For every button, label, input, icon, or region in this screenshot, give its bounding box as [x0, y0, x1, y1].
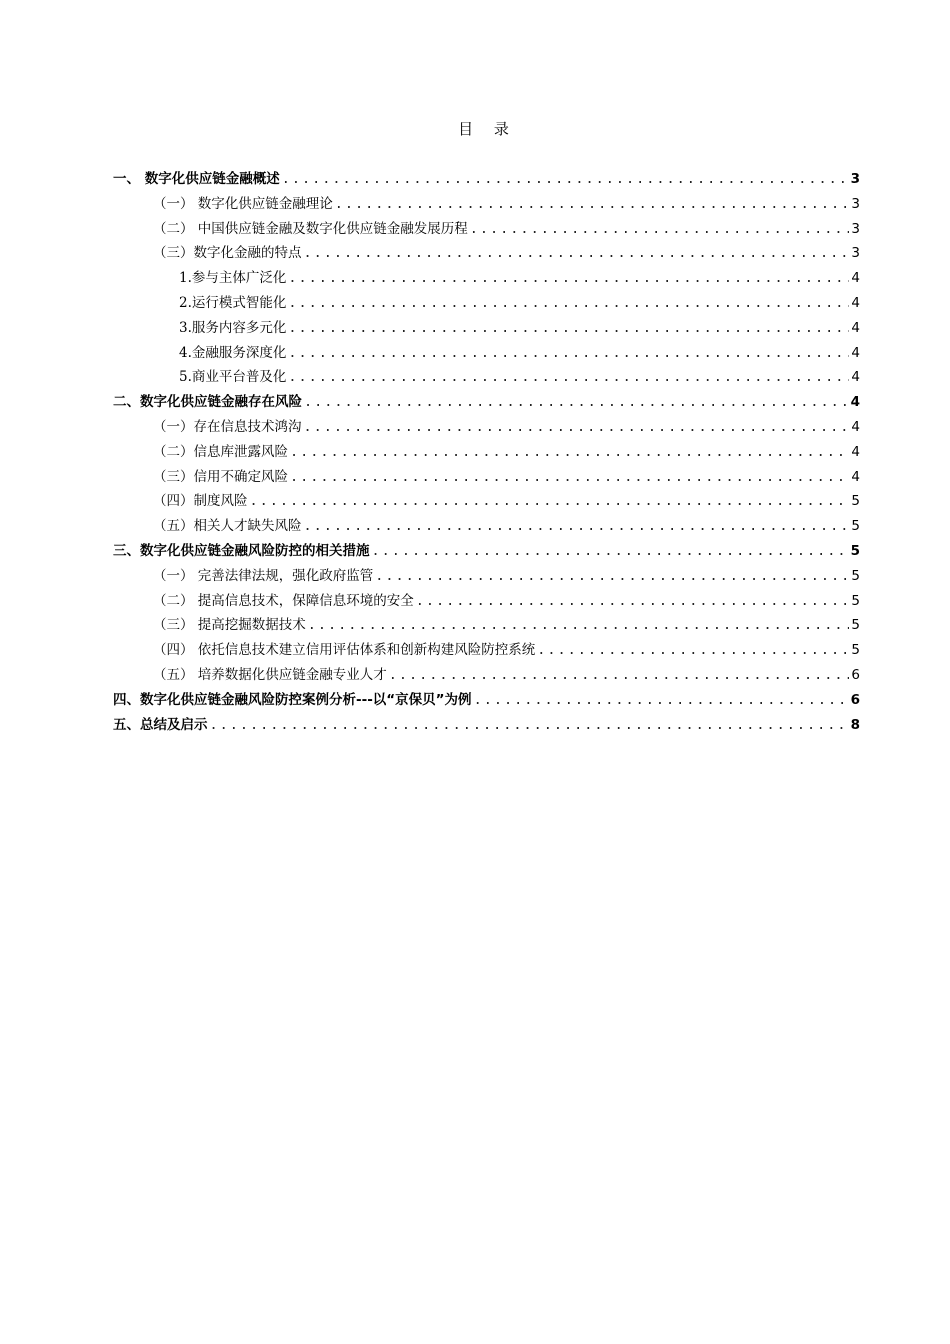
toc-entry-page-number: 3 [850, 171, 860, 187]
toc-leader-dots [372, 539, 849, 564]
toc-entry-label: （二）信息库泄露风险 [153, 443, 288, 460]
toc-leader-dots [250, 489, 850, 514]
toc-entry[interactable] [113, 514, 860, 539]
toc-entry-label: 三、数字化供应链金融风险防控的相关措施 [113, 542, 370, 559]
toc-entry[interactable] [113, 589, 860, 614]
toc-entry-page-number: 4 [851, 270, 860, 287]
toc-entry-label: （三）数字化金融的特点 [153, 245, 302, 262]
toc-entry-label: 4.金融服务深度化 [179, 344, 287, 361]
toc-entry-page-number: 3 [851, 245, 860, 262]
toc-entry[interactable] [113, 465, 860, 490]
toc-entry-page-number: 5 [851, 493, 860, 510]
toc-entry-label: 5.商业平台普及化 [179, 369, 287, 386]
toc-entry-page-number: 4 [851, 468, 860, 485]
toc-leader-dots [288, 266, 849, 291]
toc-entry[interactable] [113, 217, 860, 242]
toc-entry-label: 1.参与主体广泛化 [179, 270, 287, 287]
toc-leader-dots [304, 390, 849, 415]
toc-leader-dots [308, 613, 850, 638]
toc-entry[interactable] [113, 266, 860, 291]
toc-leader-dots [335, 192, 850, 217]
toc-leader-dots [210, 713, 849, 738]
toc-entry-label: （一） 数字化供应链金融理论 [153, 195, 333, 212]
toc-entry[interactable] [113, 192, 860, 217]
toc-entry-page-number: 5 [851, 592, 860, 609]
toc-leader-dots [375, 564, 849, 589]
toc-entry-page-number: 3 [851, 195, 860, 212]
toc-entry-label: 五、总结及启示 [113, 716, 208, 733]
toc-entry[interactable] [113, 489, 860, 514]
toc-leader-dots [288, 316, 849, 341]
toc-entry-page-number: 5 [851, 518, 860, 535]
toc-leader-dots [416, 589, 850, 614]
toc-entry[interactable] [113, 713, 860, 738]
toc-entry-page-number: 4 [850, 394, 860, 411]
toc-entry-page-number: 4 [851, 418, 860, 435]
toc-entry-page-number: 5 [851, 642, 860, 659]
toc-leader-dots [389, 663, 850, 688]
toc-entry[interactable] [113, 440, 860, 465]
toc-entry[interactable] [113, 613, 860, 638]
toc-entry-label: （一） 完善法律法规，强化政府监管 [153, 567, 374, 584]
toc-leader-dots [537, 638, 849, 663]
toc-leader-dots [304, 415, 850, 440]
toc-leader-dots [288, 365, 849, 390]
toc-entry[interactable] [113, 663, 860, 688]
toc-leader-dots [288, 341, 849, 366]
toc-entry-page-number: 3 [851, 220, 860, 237]
toc-leader-dots [290, 440, 849, 465]
toc-leader-dots [470, 217, 850, 242]
toc-entry-page-number: 4 [851, 344, 860, 361]
toc-leader-dots [290, 465, 849, 490]
toc-entry-page-number: 5 [850, 542, 860, 559]
toc-entry-page-number: 6 [851, 666, 860, 683]
toc-entry-page-number: 6 [850, 691, 860, 708]
toc-entry[interactable] [113, 167, 860, 192]
toc-entry-label: 一、 数字化供应链金融概述 [113, 171, 280, 187]
toc-entry-label: 3.服务内容多元化 [179, 319, 287, 336]
toc-entry-page-number: 4 [851, 443, 860, 460]
toc-leader-dots [282, 167, 849, 192]
toc-entry[interactable] [113, 316, 860, 341]
toc-entry-page-number: 4 [851, 369, 860, 386]
toc-entry[interactable] [113, 688, 860, 713]
toc-entry-label: 四、数字化供应链金融风险防控案例分析---以“京保贝”为例 [113, 691, 472, 708]
toc-entry-label: （五）相关人才缺失风险 [153, 518, 302, 535]
toc-entry-page-number: 8 [850, 716, 860, 733]
toc-leader-dots [304, 514, 850, 539]
toc-entry-label: （五） 培养数据化供应链金融专业人才 [153, 666, 387, 683]
toc-entry-label: （一）存在信息技术鸿沟 [153, 418, 302, 435]
toc-entry-label: 二、数字化供应链金融存在风险 [113, 394, 302, 411]
toc-entry-label: （三）信用不确定风险 [153, 468, 288, 485]
toc-leader-dots [474, 688, 849, 713]
toc-entry[interactable] [113, 291, 860, 316]
toc-entry-page-number: 4 [851, 319, 860, 336]
page-title: 目 录 [458, 120, 517, 138]
toc-entry[interactable] [113, 539, 860, 564]
toc-entry[interactable] [113, 365, 860, 390]
table-of-contents [113, 167, 860, 737]
toc-entry-label: （四）制度风险 [153, 493, 248, 510]
toc-entry-page-number: 4 [851, 294, 860, 311]
toc-leader-dots [288, 291, 849, 316]
toc-entry-label: （三） 提高挖掘数据技术 [153, 617, 306, 634]
toc-entry-page-number: 5 [851, 567, 860, 584]
toc-entry-label: （二） 中国供应链金融及数字化供应链金融发展历程 [153, 220, 468, 237]
toc-leader-dots [304, 241, 850, 266]
toc-entry-label: 2.运行模式智能化 [179, 294, 287, 311]
toc-entry-label: （四） 依托信息技术建立信用评估体系和创新构建风险防控系统 [153, 642, 536, 659]
toc-entry[interactable] [113, 564, 860, 589]
toc-entry[interactable] [113, 390, 860, 415]
toc-entry[interactable] [113, 415, 860, 440]
toc-entry[interactable] [113, 241, 860, 266]
toc-entry-label: （二） 提高信息技术，保障信息环境的安全 [153, 592, 414, 609]
toc-entry-page-number: 5 [851, 617, 860, 634]
toc-entry[interactable] [113, 638, 860, 663]
toc-entry[interactable] [113, 341, 860, 366]
